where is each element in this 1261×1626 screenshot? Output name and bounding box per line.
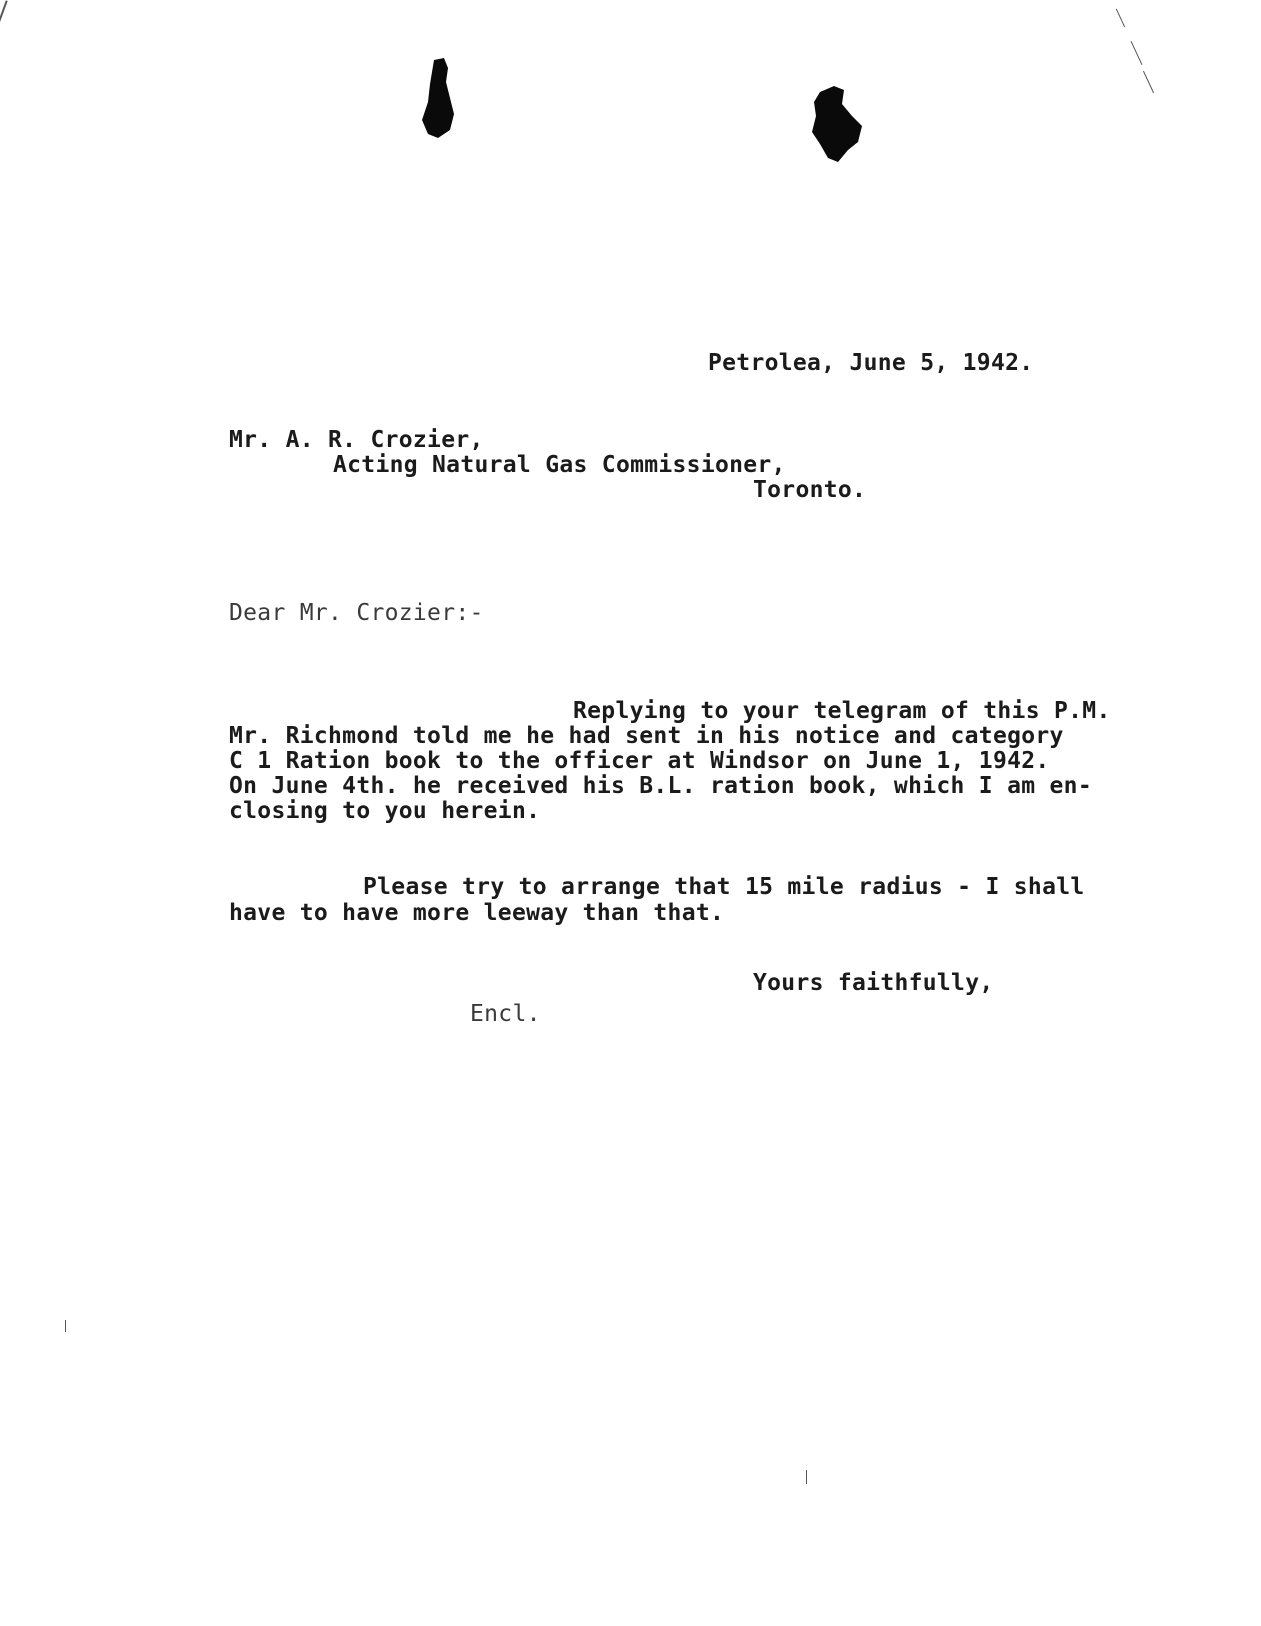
recipient-city: Toronto. xyxy=(753,477,867,503)
scan-edge-mark xyxy=(0,0,8,21)
body-para1-line: On June 4th. he received his B.L. ration book, which I am en- xyxy=(229,773,1092,799)
recipient-name: Mr. A. R. Crozier, xyxy=(229,427,484,453)
scan-edge-mark xyxy=(1131,41,1143,65)
scan-edge-mark xyxy=(65,1320,66,1332)
body-para2-line: Please try to arrange that 15 mile radius - I shall xyxy=(363,874,1085,900)
body-para1-line: C 1 Ration book to the officer at Windsor on June 1, 1942. xyxy=(229,748,1050,774)
body-para1-line: Replying to your telegram of this P.M. xyxy=(573,698,1111,724)
body-para2-line: have to have more leeway than that. xyxy=(229,900,725,926)
salutation: Dear Mr. Crozier:- xyxy=(229,600,484,626)
scan-edge-mark xyxy=(1116,9,1125,28)
body-para1-line: Mr. Richmond told me he had sent in his notice and category xyxy=(229,723,1064,749)
scan-edge-mark xyxy=(806,1470,807,1484)
letter-dateline: Petrolea, June 5, 1942. xyxy=(708,350,1034,376)
closing: Yours faithfully, xyxy=(753,970,994,996)
recipient-title: Acting Natural Gas Commissioner, xyxy=(333,452,786,478)
punch-hole-right-mark xyxy=(808,86,864,164)
enclosure-note: Encl. xyxy=(470,1001,541,1027)
punch-hole-left-mark xyxy=(420,58,460,142)
body-para1-line: closing to you herein. xyxy=(229,798,541,824)
scan-edge-mark xyxy=(1143,71,1154,93)
